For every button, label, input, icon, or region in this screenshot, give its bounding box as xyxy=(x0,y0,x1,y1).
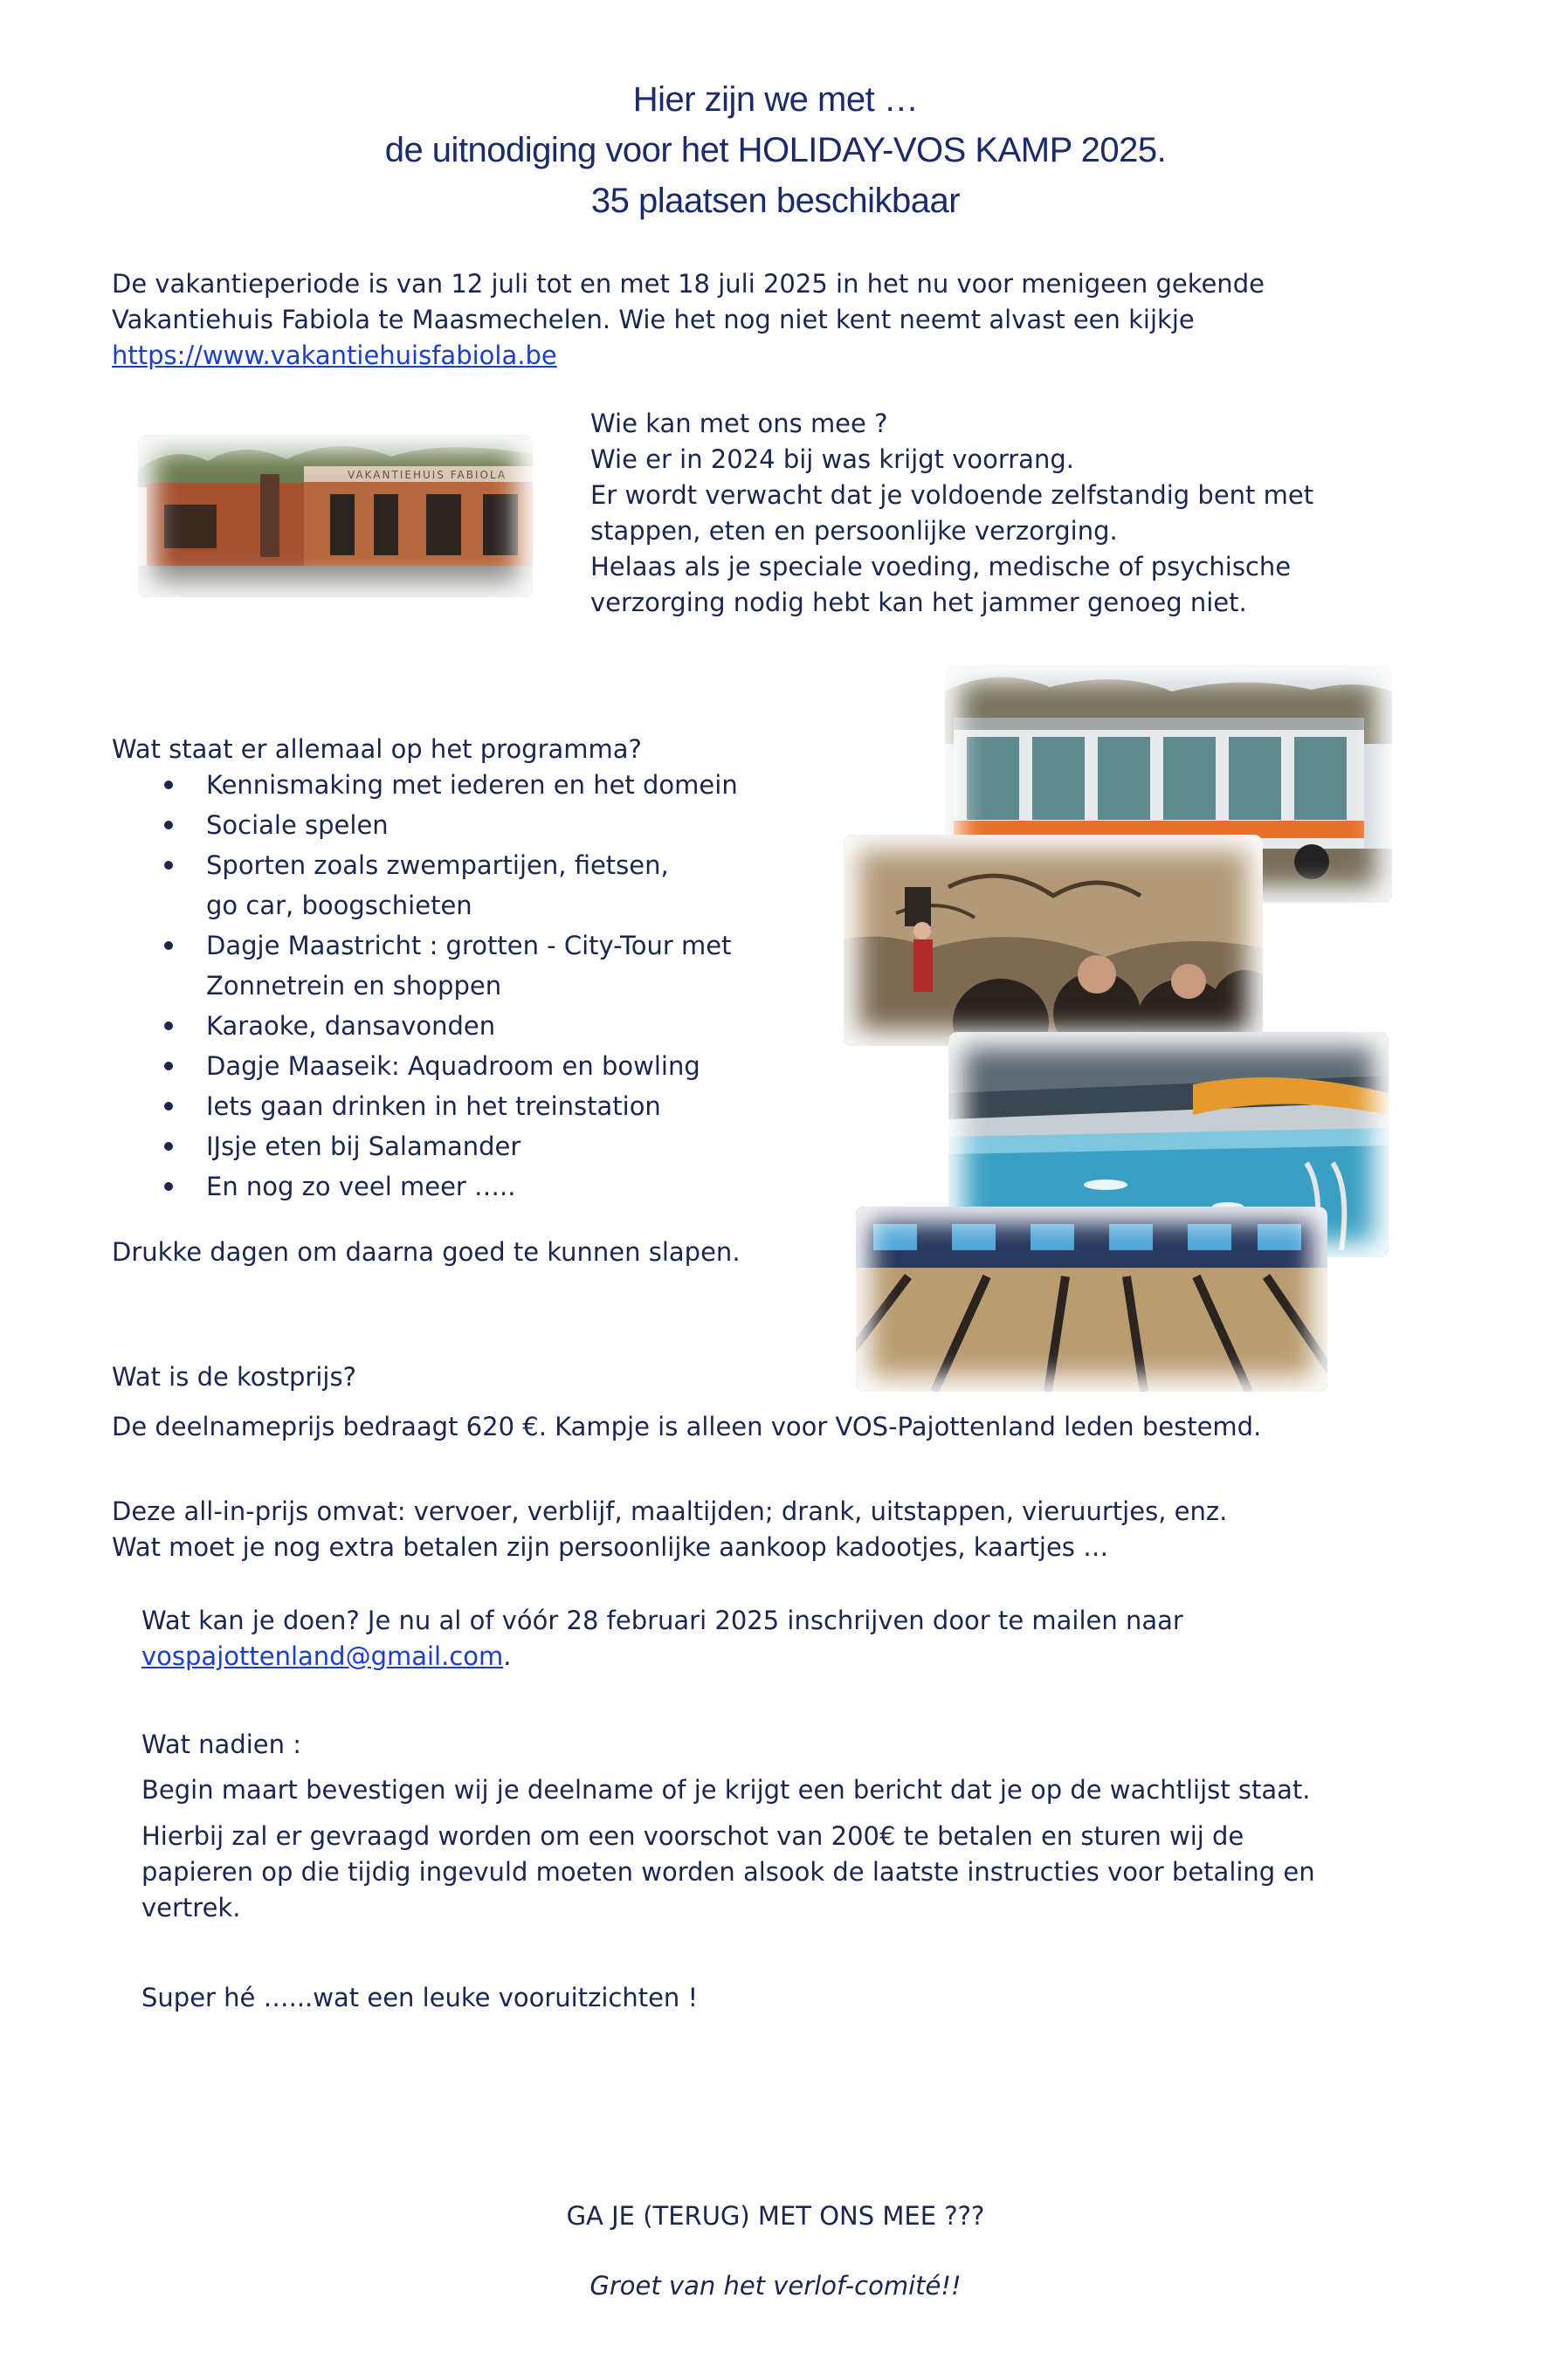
footer-greeting: Groet van het verlof-comité!! xyxy=(589,2271,962,2301)
footer-question: GA JE (TERUG) MET ONS MEE ??? xyxy=(566,2201,985,2231)
bullet-icon xyxy=(164,941,173,950)
price-line-2: Deze all-in-prijs omvat: vervoer, verblijf, maaltijden; drank, uitstappen, vieruurtjes, enz. xyxy=(112,1496,1228,1526)
price-heading: Wat is de kostprijs? xyxy=(112,1362,356,1392)
bullet-icon xyxy=(164,1062,173,1070)
intro-line-1: De vakantieperiode is van 12 juli tot en met 18 juli 2025 in het nu voor menigeen gekende xyxy=(112,269,1265,299)
bowling-lanes-photo xyxy=(856,1207,1327,1392)
who-line-3: Er wordt verwacht dat je voldoende zelfstandig bent met xyxy=(590,480,1314,510)
price-line-3: Wat moet je nog extra betalen zijn persoonlijke aankoop kadootjes, kaartjes … xyxy=(112,1532,1109,1562)
signup-email-line: vospajottenland@gmail.com. xyxy=(141,1641,512,1671)
cave-tour-photo xyxy=(844,835,1263,1046)
program-item: Kennismaking met iederen en het domein xyxy=(206,765,738,805)
program-heading: Wat staat er allemaal op het programma? xyxy=(112,734,642,764)
after-line-2: Hierbij zal er gevraagd worden om een voorschot van 200€ te betalen en sturen wij de xyxy=(141,1821,1244,1851)
intro-line-2: Vakantiehuis Fabiola te Maasmechelen. Wie het nog niet kent neemt alvast een kijkje xyxy=(112,305,1195,334)
title-line-3: 35 plaatsen beschikbaar xyxy=(590,182,961,220)
program-closing: Drukke dagen om daarna goed te kunnen slapen. xyxy=(112,1237,741,1267)
bullet-icon xyxy=(164,1021,173,1030)
who-line-1: Wie kan met ons mee ? xyxy=(590,409,888,438)
program-item: Sporten zoals zwempartijen, fietsen, xyxy=(206,845,669,885)
program-item-continuation: go car, boogschieten xyxy=(206,891,472,920)
after-line-1: Begin maart bevestigen wij je deelname of je krijgt een bericht dat je op de wachtlijst staat. xyxy=(141,1775,1311,1805)
bullet-icon xyxy=(164,861,173,870)
title-line-1: Hier zijn we met … xyxy=(632,80,919,119)
after-heading: Wat nadien : xyxy=(141,1730,302,1759)
vacation-house-photo xyxy=(138,435,533,597)
program-item: En nog zo veel meer ….. xyxy=(206,1166,516,1207)
title-line-2: de uitnodiging voor het HOLIDAY-VOS KAMP 2025. xyxy=(384,131,1167,169)
program-item: Dagje Maastricht : grotten - City-Tour met xyxy=(206,925,732,966)
bullet-icon xyxy=(164,821,173,829)
bullet-icon xyxy=(164,1182,173,1191)
who-line-4: stappen, eten en persoonlijke verzorging. xyxy=(590,516,1118,546)
bullet-icon xyxy=(164,1102,173,1111)
program-item: Iets gaan drinken in het treinstation xyxy=(206,1086,661,1126)
program-item: Sociale spelen xyxy=(206,805,389,845)
program-item-continuation: Zonnetrein en shoppen xyxy=(206,971,502,1001)
price-line-1: De deelnameprijs bedraagt 620 €. Kampje is alleen voor VOS-Pajottenland leden bestemd. xyxy=(112,1412,1262,1441)
house-sign-text: VAKANTIEHUIS FABIOLA xyxy=(348,469,507,481)
who-line-5: Helaas als je speciale voeding, medische of psychische xyxy=(590,552,1292,581)
bullet-icon xyxy=(164,781,173,789)
program-item: Dagje Maaseik: Aquadroom en bowling xyxy=(206,1046,700,1086)
bullet-icon xyxy=(164,1142,173,1151)
after-line-3: papieren op die tijdig ingevuld moeten worden alsook de laatste instructies voor betaling en xyxy=(141,1857,1315,1887)
email-link[interactable]: vospajottenland@gmail.com xyxy=(141,1641,504,1671)
after-line-4: vertrek. xyxy=(141,1893,241,1923)
who-line-2: Wie er in 2024 bij was krijgt voorrang. xyxy=(590,444,1074,474)
website-link[interactable]: https://www.vakantiehuisfabiola.be xyxy=(112,340,557,370)
program-item: Karaoke, dansavonden xyxy=(206,1006,495,1046)
signup-line: Wat kan je doen? Je nu al of vóór 28 februari 2025 inschrijven door te mailen naar xyxy=(141,1606,1183,1635)
super-line: Super hé …...wat een leuke vooruitzichten ! xyxy=(141,1983,699,2012)
program-item: IJsje eten bij Salamander xyxy=(206,1126,520,1166)
who-line-6: verzorging nodig hebt kan het jammer genoeg niet. xyxy=(590,588,1247,617)
